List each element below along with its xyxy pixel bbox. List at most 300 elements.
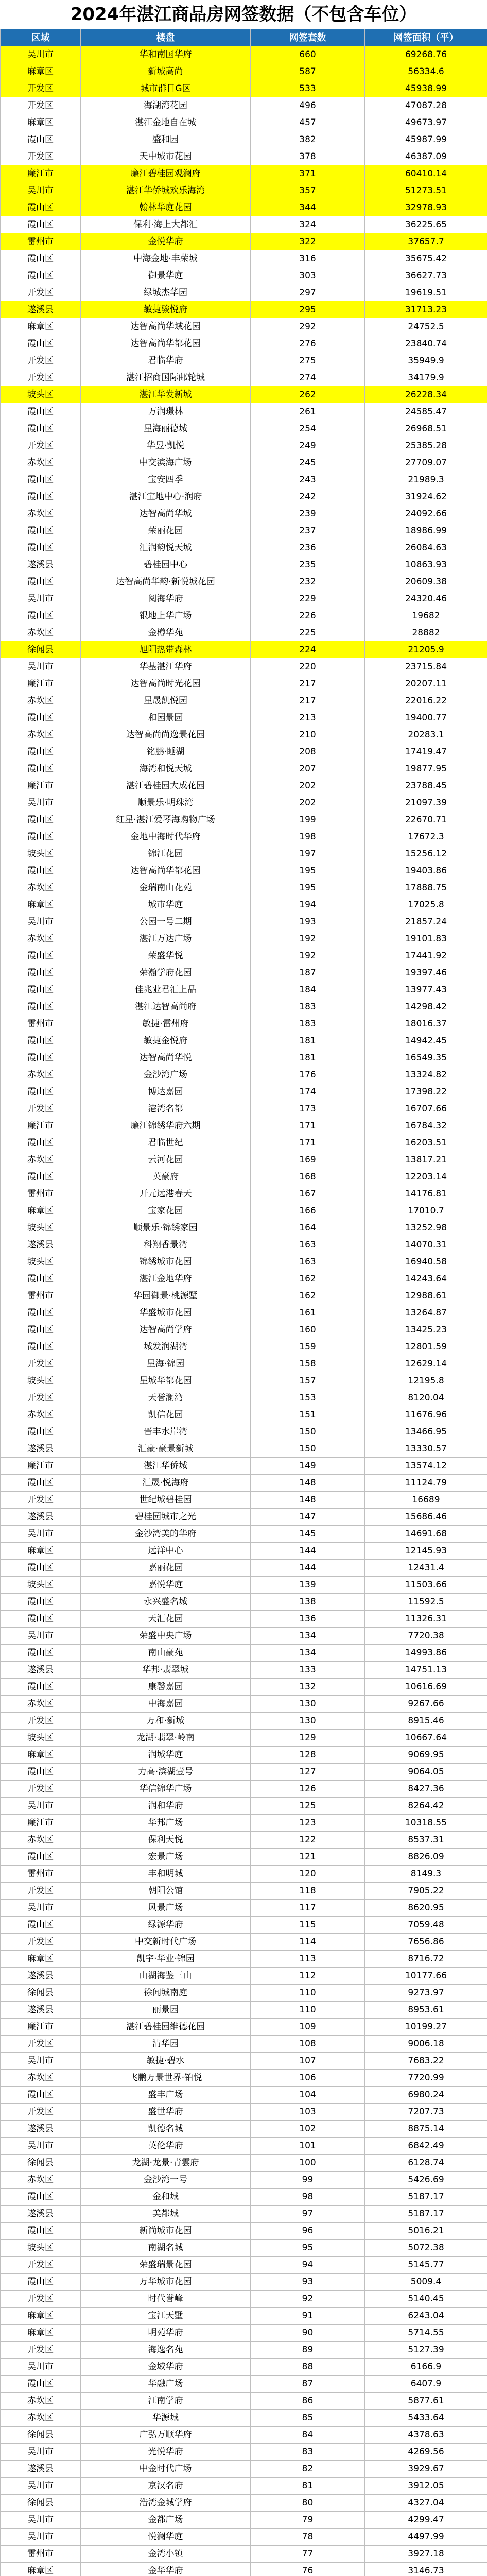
cell-area: 26084.63 <box>365 539 487 556</box>
cell-count: 193 <box>251 913 365 930</box>
cell-district: 麻章区 <box>1 2563 81 2576</box>
cell-area: 36225.65 <box>365 216 487 233</box>
table-row <box>1 2070 487 2087</box>
cell-district: 霞山区 <box>1 2087 81 2104</box>
cell-district: 开发区 <box>1 284 81 301</box>
cell-district: 霞山区 <box>1 1168 81 1185</box>
cell-district: 吴川市 <box>1 2529 81 2546</box>
cell-project: 新尚城市花园 <box>81 2223 251 2240</box>
cell-area: 7905.22 <box>365 1883 487 1900</box>
cell-district: 徐闻县 <box>1 641 81 658</box>
cell-project: 湛江碧桂园大成花园 <box>81 777 251 794</box>
table-row <box>1 420 487 437</box>
cell-area: 34179.9 <box>365 369 487 386</box>
cell-count: 254 <box>251 420 365 437</box>
table-row <box>1 2461 487 2478</box>
cell-project: 汇豪·豪景新城 <box>81 1440 251 1458</box>
cell-project: 丽景园 <box>81 2002 251 2019</box>
cell-count: 164 <box>251 1219 365 1236</box>
cell-area: 3912.05 <box>365 2478 487 2495</box>
cell-area: 19403.86 <box>365 862 487 879</box>
cell-district: 坡头区 <box>1 1577 81 1594</box>
cell-count: 274 <box>251 369 365 386</box>
cell-district: 赤坎区 <box>1 2070 81 2087</box>
cell-area: 16707.66 <box>365 1100 487 1117</box>
cell-count: 138 <box>251 1594 365 1611</box>
table-row <box>1 1781 487 1798</box>
table-row <box>1 1985 487 2002</box>
table-row <box>1 1968 487 1985</box>
table-row <box>1 2342 487 2359</box>
cell-district: 赤坎区 <box>1 726 81 743</box>
cell-district: 吴川市 <box>1 658 81 675</box>
cell-project: 湛江华侨城 <box>81 1458 251 1475</box>
table-row <box>1 2223 487 2240</box>
cell-project: 宝家花园 <box>81 1202 251 1219</box>
table-row <box>1 1713 487 1730</box>
cell-project: 保利·海上大都汇 <box>81 216 251 233</box>
cell-count: 118 <box>251 1883 365 1900</box>
cell-area: 13574.12 <box>365 1458 487 1475</box>
cell-project: 海湾和悦天城 <box>81 760 251 777</box>
cell-area: 21097.39 <box>365 794 487 811</box>
cell-district: 霞山区 <box>1 267 81 284</box>
cell-district: 霞山区 <box>1 743 81 760</box>
cell-project: 英豪府 <box>81 1168 251 1185</box>
cell-count: 167 <box>251 1185 365 1202</box>
cell-area: 19682 <box>365 607 487 624</box>
cell-count: 217 <box>251 675 365 692</box>
table-row <box>1 709 487 726</box>
cell-district: 霞山区 <box>1 2376 81 2393</box>
cell-area: 6128.74 <box>365 2155 487 2172</box>
cell-count: 176 <box>251 1066 365 1083</box>
cell-district: 开发区 <box>1 97 81 114</box>
cell-district: 霞山区 <box>1 250 81 267</box>
cell-area: 3146.73 <box>365 2563 487 2576</box>
cell-count: 128 <box>251 1747 365 1764</box>
cell-district: 雷州市 <box>1 2546 81 2563</box>
cell-district: 赤坎区 <box>1 930 81 947</box>
cell-project: 廉江碧桂园观澜府 <box>81 165 251 182</box>
cell-project: 敏捷·雷州府 <box>81 1015 251 1032</box>
cell-project: 悦澜华庭 <box>81 2529 251 2546</box>
cell-district: 廉江市 <box>1 2019 81 2036</box>
cell-count: 89 <box>251 2342 365 2359</box>
table-row <box>1 2444 487 2461</box>
cell-area: 18986.99 <box>365 522 487 539</box>
cell-count: 217 <box>251 692 365 709</box>
cell-project: 嘉悦华庭 <box>81 1577 251 1594</box>
table-row <box>1 1015 487 1032</box>
table-row <box>1 1832 487 1849</box>
cell-district: 麻章区 <box>1 114 81 131</box>
cell-project: 金和城 <box>81 2189 251 2206</box>
cell-count: 232 <box>251 573 365 590</box>
cell-count: 114 <box>251 1934 365 1951</box>
cell-district: 开发区 <box>1 2342 81 2359</box>
cell-count: 224 <box>251 641 365 658</box>
cell-district: 吴川市 <box>1 1900 81 1917</box>
cell-project: 润和华府 <box>81 1798 251 1815</box>
cell-district: 霞山区 <box>1 1764 81 1781</box>
cell-district: 霞山区 <box>1 471 81 488</box>
cell-area: 25385.28 <box>365 437 487 454</box>
cell-project: 宝江天墅 <box>81 2308 251 2325</box>
table-row <box>1 165 487 182</box>
cell-count: 161 <box>251 1304 365 1321</box>
cell-project: 旭阳热带森林 <box>81 641 251 658</box>
table-row <box>1 1866 487 1883</box>
cell-area: 8915.46 <box>365 1713 487 1730</box>
cell-project: 龙湖·龙景·青雲府 <box>81 2155 251 2172</box>
cell-project: 保利天悦 <box>81 1832 251 1849</box>
cell-area: 13252.98 <box>365 1219 487 1236</box>
cell-project: 星晟凯悦园 <box>81 692 251 709</box>
cell-district: 吴川市 <box>1 2444 81 2461</box>
cell-area: 23788.45 <box>365 777 487 794</box>
cell-project: 城发润湖湾 <box>81 1338 251 1355</box>
cell-district: 赤坎区 <box>1 1406 81 1423</box>
table-row <box>1 539 487 556</box>
cell-count: 195 <box>251 879 365 896</box>
table-row <box>1 896 487 913</box>
cell-district: 霞山区 <box>1 131 81 148</box>
cell-count: 316 <box>251 250 365 267</box>
cell-area: 9064.05 <box>365 1764 487 1781</box>
cell-count: 150 <box>251 1440 365 1458</box>
cell-count: 139 <box>251 1577 365 1594</box>
cell-district: 霞山区 <box>1 1423 81 1440</box>
cell-count: 157 <box>251 1372 365 1389</box>
cell-count: 660 <box>251 46 365 63</box>
cell-area: 21205.9 <box>365 641 487 658</box>
cell-area: 24092.66 <box>365 505 487 522</box>
cell-count: 98 <box>251 2189 365 2206</box>
table-row <box>1 488 487 505</box>
cell-district: 霞山区 <box>1 964 81 981</box>
cell-count: 110 <box>251 1985 365 2002</box>
cell-project: 盛丰广场 <box>81 2087 251 2104</box>
table-row <box>1 1560 487 1577</box>
cell-district: 遂溪县 <box>1 2461 81 2478</box>
cell-project: 天中城市花园 <box>81 148 251 165</box>
cell-district: 开发区 <box>1 1713 81 1730</box>
cell-project: 凯德名城 <box>81 2121 251 2138</box>
cell-area: 10177.66 <box>365 1968 487 1985</box>
table-row <box>1 2325 487 2342</box>
table-row <box>1 1372 487 1389</box>
cell-project: 金沙湾美的华府 <box>81 1526 251 1543</box>
cell-area: 31924.62 <box>365 488 487 505</box>
cell-count: 236 <box>251 539 365 556</box>
cell-area: 17419.47 <box>365 743 487 760</box>
cell-project: 丰和明城 <box>81 1866 251 1883</box>
cell-area: 18016.37 <box>365 1015 487 1032</box>
cell-district: 廉江市 <box>1 1458 81 1475</box>
cell-project: 敏捷骏悦府 <box>81 301 251 318</box>
cell-district: 霞山区 <box>1 828 81 845</box>
table-row <box>1 1475 487 1492</box>
cell-area: 12431.4 <box>365 1560 487 1577</box>
cell-project: 公园一号二期 <box>81 913 251 930</box>
cell-count: 107 <box>251 2053 365 2070</box>
sales-table <box>0 29 487 2576</box>
cell-project: 嘉丽花园 <box>81 1560 251 1577</box>
table-row <box>1 301 487 318</box>
cell-district: 赤坎区 <box>1 1066 81 1083</box>
cell-count: 378 <box>251 148 365 165</box>
table-row <box>1 1815 487 1832</box>
cell-count: 181 <box>251 1032 365 1049</box>
cell-district: 吴川市 <box>1 2053 81 2070</box>
cell-project: 宝安四季 <box>81 471 251 488</box>
cell-project: 御景华庭 <box>81 267 251 284</box>
cell-count: 95 <box>251 2240 365 2257</box>
cell-count: 237 <box>251 522 365 539</box>
table-row <box>1 1662 487 1679</box>
cell-project: 开元远港春天 <box>81 1185 251 1202</box>
cell-area: 23840.74 <box>365 335 487 352</box>
cell-count: 84 <box>251 2427 365 2444</box>
cell-project: 江南学府 <box>81 2393 251 2410</box>
table-row <box>1 930 487 947</box>
table-row <box>1 641 487 658</box>
cell-area: 7720.99 <box>365 2070 487 2087</box>
cell-count: 145 <box>251 1526 365 1543</box>
table-row <box>1 981 487 998</box>
cell-area: 4327.04 <box>365 2495 487 2512</box>
cell-count: 208 <box>251 743 365 760</box>
cell-project: 湛江达智高尚府 <box>81 998 251 1015</box>
table-row <box>1 964 487 981</box>
cell-district: 麻章区 <box>1 1951 81 1968</box>
table-row <box>1 1406 487 1423</box>
table-row <box>1 828 487 845</box>
cell-area: 11326.31 <box>365 1611 487 1628</box>
cell-project: 金悦华府 <box>81 233 251 250</box>
table-row <box>1 1730 487 1747</box>
cell-count: 158 <box>251 1355 365 1372</box>
cell-district: 霞山区 <box>1 1338 81 1355</box>
cell-project: 绿源华府 <box>81 1917 251 1934</box>
cell-district: 开发区 <box>1 2104 81 2121</box>
cell-area: 8264.42 <box>365 1798 487 1815</box>
cell-count: 181 <box>251 1049 365 1066</box>
cell-district: 赤坎区 <box>1 1832 81 1849</box>
table-row <box>1 1185 487 1202</box>
cell-count: 79 <box>251 2512 365 2529</box>
cell-count: 210 <box>251 726 365 743</box>
cell-project: 宏景广场 <box>81 1849 251 1866</box>
cell-area: 12145.93 <box>365 1543 487 1560</box>
cell-area: 49673.97 <box>365 114 487 131</box>
cell-area: 16784.32 <box>365 1117 487 1134</box>
cell-district: 赤坎区 <box>1 2172 81 2189</box>
cell-area: 6980.24 <box>365 2087 487 2104</box>
cell-project: 碧桂园城市之光 <box>81 1509 251 1526</box>
cell-project: 敏捷金悦府 <box>81 1032 251 1049</box>
cell-project: 铭鹏·睡湖 <box>81 743 251 760</box>
cell-count: 103 <box>251 2104 365 2121</box>
table-row <box>1 1338 487 1355</box>
cell-project: 金瑞南山花苑 <box>81 879 251 896</box>
cell-area: 14691.68 <box>365 1526 487 1543</box>
cell-district: 霞山区 <box>1 488 81 505</box>
cell-project: 英伦华府 <box>81 2138 251 2155</box>
cell-district: 开发区 <box>1 1934 81 1951</box>
table-row <box>1 182 487 199</box>
cell-project: 锦绣城市花园 <box>81 1253 251 1270</box>
cell-district: 遂溪县 <box>1 1509 81 1526</box>
cell-area: 10863.93 <box>365 556 487 573</box>
table-row <box>1 573 487 590</box>
cell-count: 213 <box>251 709 365 726</box>
cell-area: 46387.09 <box>365 148 487 165</box>
cell-area: 12629.14 <box>365 1355 487 1372</box>
cell-project: 达智高尚学府 <box>81 1321 251 1338</box>
cell-count: 130 <box>251 1713 365 1730</box>
cell-project: 永兴盛名城 <box>81 1594 251 1611</box>
cell-count: 93 <box>251 2274 365 2291</box>
cell-district: 廉江市 <box>1 675 81 692</box>
cell-count: 101 <box>251 2138 365 2155</box>
table-row <box>1 1253 487 1270</box>
cell-area: 4378.63 <box>365 2427 487 2444</box>
cell-district: 赤坎区 <box>1 692 81 709</box>
cell-project: 达智高尚华域花园 <box>81 318 251 335</box>
cell-area: 27709.07 <box>365 454 487 471</box>
cell-project: 朝阳公馆 <box>81 1883 251 1900</box>
cell-count: 243 <box>251 471 365 488</box>
cell-project: 金地中海时代华府 <box>81 828 251 845</box>
cell-district: 吴川市 <box>1 1628 81 1645</box>
table-row <box>1 2104 487 2121</box>
cell-project: 万润璟林 <box>81 403 251 420</box>
cell-area: 7656.86 <box>365 1934 487 1951</box>
table-row <box>1 1423 487 1440</box>
table-row <box>1 1270 487 1287</box>
cell-project: 云河花园 <box>81 1151 251 1168</box>
table-row <box>1 522 487 539</box>
cell-district: 廉江市 <box>1 1815 81 1832</box>
cell-project: 金域华府 <box>81 2359 251 2376</box>
cell-district: 麻章区 <box>1 1543 81 1560</box>
cell-area: 21857.24 <box>365 913 487 930</box>
table-row <box>1 318 487 335</box>
cell-area: 16549.35 <box>365 1049 487 1066</box>
table-row <box>1 1747 487 1764</box>
cell-district: 开发区 <box>1 1100 81 1117</box>
cell-count: 117 <box>251 1900 365 1917</box>
cell-area: 6407.9 <box>365 2376 487 2393</box>
cell-district: 吴川市 <box>1 913 81 930</box>
cell-district: 吴川市 <box>1 1798 81 1815</box>
cell-area: 13324.82 <box>365 1066 487 1083</box>
cell-district: 霞山区 <box>1 811 81 828</box>
cell-project: 荣盛中央广场 <box>81 1628 251 1645</box>
table-row <box>1 1492 487 1509</box>
table-row <box>1 63 487 80</box>
cell-area: 5072.38 <box>365 2240 487 2257</box>
cell-area: 13425.23 <box>365 1321 487 1338</box>
cell-district: 开发区 <box>1 2257 81 2274</box>
cell-project: 天汇花园 <box>81 1611 251 1628</box>
cell-area: 35675.42 <box>365 250 487 267</box>
cell-count: 147 <box>251 1509 365 1526</box>
table-row <box>1 454 487 471</box>
table-row <box>1 1134 487 1151</box>
cell-count: 166 <box>251 1202 365 1219</box>
cell-project: 碧桂园中心 <box>81 556 251 573</box>
cell-district: 麻章区 <box>1 318 81 335</box>
cell-district: 开发区 <box>1 2036 81 2053</box>
table-row <box>1 2206 487 2223</box>
cell-district: 霞山区 <box>1 1611 81 1628</box>
cell-area: 10318.55 <box>365 1815 487 1832</box>
cell-area: 3927.18 <box>365 2546 487 2563</box>
table-row <box>1 2478 487 2495</box>
table-row <box>1 777 487 794</box>
table-row <box>1 2087 487 2104</box>
cell-area: 9006.18 <box>365 2036 487 2053</box>
table-row <box>1 1577 487 1594</box>
cell-project: 浩湾金城学府 <box>81 2495 251 2512</box>
cell-count: 149 <box>251 1458 365 1475</box>
cell-count: 239 <box>251 505 365 522</box>
cell-area: 21989.3 <box>365 471 487 488</box>
cell-district: 遂溪县 <box>1 2002 81 2019</box>
cell-district: 霞山区 <box>1 1917 81 1934</box>
cell-count: 99 <box>251 2172 365 2189</box>
table-row <box>1 2563 487 2576</box>
cell-area: 5187.17 <box>365 2206 487 2223</box>
table-row <box>1 2291 487 2308</box>
cell-project: 南山豪苑 <box>81 1645 251 1662</box>
cell-project: 凯信花园 <box>81 1406 251 1423</box>
cell-district: 霞山区 <box>1 1645 81 1662</box>
cell-district: 吴川市 <box>1 2138 81 2155</box>
cell-project: 城市华庭 <box>81 896 251 913</box>
table-row <box>1 2189 487 2206</box>
cell-area: 16203.51 <box>365 1134 487 1151</box>
cell-area: 5145.77 <box>365 2257 487 2274</box>
table-row <box>1 2053 487 2070</box>
table-row <box>1 1883 487 1900</box>
cell-count: 122 <box>251 1832 365 1849</box>
cell-area: 12988.61 <box>365 1287 487 1304</box>
table-row <box>1 1917 487 1934</box>
cell-area: 24585.47 <box>365 403 487 420</box>
cell-count: 357 <box>251 182 365 199</box>
cell-district: 赤坎区 <box>1 2393 81 2410</box>
cell-count: 134 <box>251 1645 365 1662</box>
table-row <box>1 845 487 862</box>
cell-count: 187 <box>251 964 365 981</box>
cell-area: 5016.21 <box>365 2223 487 2240</box>
table-row <box>1 1458 487 1475</box>
cell-count: 261 <box>251 403 365 420</box>
cell-project: 荣丽花园 <box>81 522 251 539</box>
cell-count: 276 <box>251 335 365 352</box>
table-row <box>1 1287 487 1304</box>
cell-district: 廉江市 <box>1 165 81 182</box>
cell-count: 112 <box>251 1968 365 1985</box>
cell-project: 龙湖·翡翠·岭南 <box>81 1730 251 1747</box>
cell-district: 吴川市 <box>1 794 81 811</box>
table-row <box>1 675 487 692</box>
cell-area: 14942.45 <box>365 1032 487 1049</box>
